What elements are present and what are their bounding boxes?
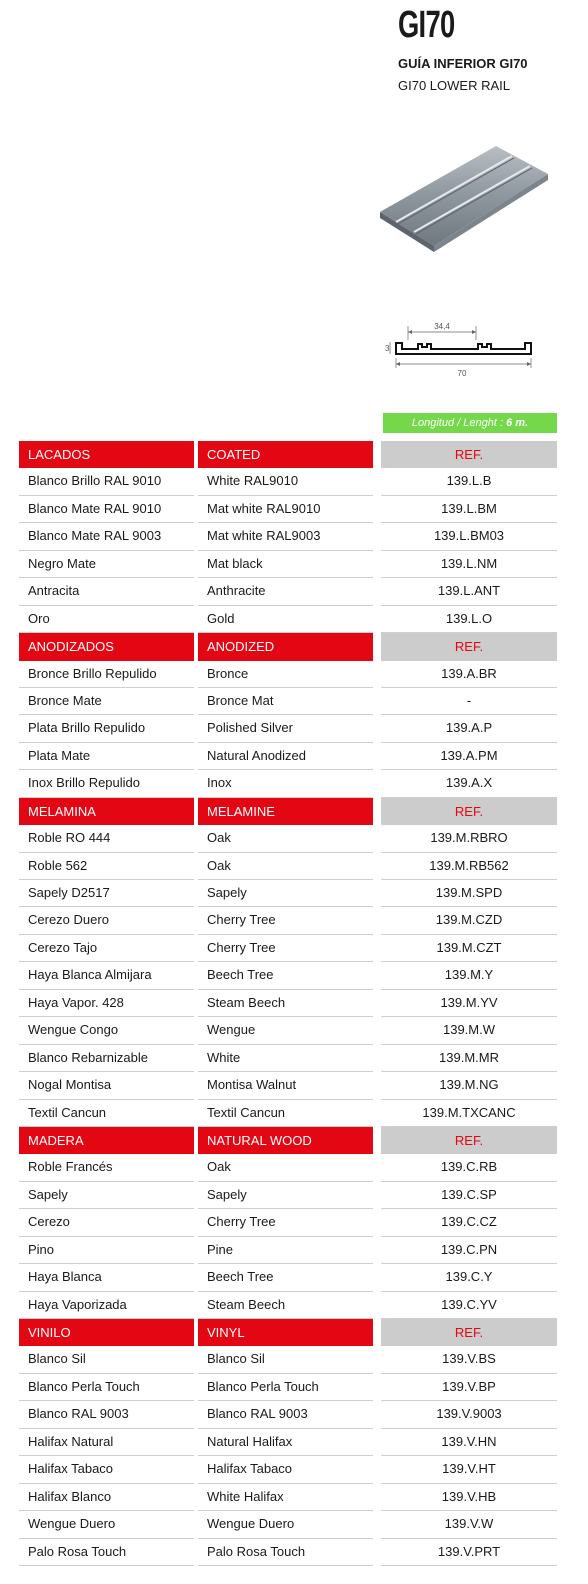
finish-name-en: Oak	[198, 853, 373, 880]
finish-name-es: Roble 562	[19, 853, 194, 880]
section-header	[19, 1127, 557, 1154]
finish-name-en: Blanco Perla Touch	[198, 1374, 373, 1401]
section-title-en: VINYL	[198, 1319, 373, 1346]
table-row	[19, 1017, 557, 1044]
ref-column-header: REF.	[381, 1127, 557, 1154]
finish-name-en: Beech Tree	[198, 962, 373, 989]
reference-code: 139.M.RBRO	[381, 825, 557, 852]
finish-name-es: Halifax Tabaco	[19, 1456, 194, 1483]
finish-name-en: Anthracite	[198, 578, 373, 605]
reference-code: 139.A.P	[381, 715, 557, 742]
finish-name-en: Natural Anodized	[198, 743, 373, 770]
table-row	[19, 496, 557, 523]
finish-name-es: Sapely D2517	[19, 880, 194, 907]
reference-code: 139.C.Y	[381, 1264, 557, 1291]
finish-name-en: Oak	[198, 1154, 373, 1181]
table-row	[19, 1182, 557, 1209]
finish-name-en: Blanco RAL 9003	[198, 1401, 373, 1428]
table-row	[19, 715, 557, 742]
reference-code: 139.V.HB	[381, 1484, 557, 1511]
section-header	[19, 1319, 557, 1346]
table-row	[19, 1209, 557, 1236]
finish-name-es: Nogal Montisa	[19, 1072, 194, 1099]
reference-code: 139.M.Y	[381, 962, 557, 989]
section-title-es: VINILO	[19, 1319, 194, 1346]
finish-name-es: Wengue Duero	[19, 1511, 194, 1538]
finish-name-es: Cerezo Duero	[19, 907, 194, 934]
section-title-en: ANODIZED	[198, 633, 373, 660]
finish-name-en: Steam Beech	[198, 990, 373, 1017]
table-row	[19, 1456, 557, 1483]
section-title-es: LACADOS	[19, 441, 194, 468]
finish-name-en: Textil Cancun	[198, 1100, 373, 1127]
finish-name-en: White RAL9010	[198, 468, 373, 495]
reference-code: 139.M.MR	[381, 1045, 557, 1072]
finish-name-en: Sapely	[198, 880, 373, 907]
section-title-en: COATED	[198, 441, 373, 468]
section-title-es: ANODIZADOS	[19, 633, 194, 660]
finish-name-en: Cherry Tree	[198, 935, 373, 962]
finish-name-es: Blanco RAL 9003	[19, 1401, 194, 1428]
reference-code: 139.V.W	[381, 1511, 557, 1538]
table-row	[19, 1539, 557, 1566]
section-header	[19, 441, 557, 468]
reference-code: 139.L.BM	[381, 496, 557, 523]
table-row	[19, 1429, 557, 1456]
finish-name-es: Plata Brillo Repulido	[19, 715, 194, 742]
finish-name-en: Montisa Walnut	[198, 1072, 373, 1099]
section-header	[19, 798, 557, 825]
table-row	[19, 606, 557, 633]
finish-name-en: Gold	[198, 606, 373, 633]
table-row	[19, 1154, 557, 1181]
table-row	[19, 688, 557, 715]
finish-name-en: Mat white RAL9010	[198, 496, 373, 523]
reference-code: 139.L.ANT	[381, 578, 557, 605]
reference-code: -	[381, 688, 557, 715]
table-row	[19, 468, 557, 495]
reference-code: 139.V.HT	[381, 1456, 557, 1483]
finish-name-es: Inox Brillo Repulido	[19, 770, 194, 797]
table-row	[19, 578, 557, 605]
reference-code: 139.M.RB562	[381, 853, 557, 880]
reference-code: 139.M.YV	[381, 990, 557, 1017]
ref-column-header: REF.	[381, 633, 557, 660]
reference-code: 139.C.CZ	[381, 1209, 557, 1236]
finish-name-en: Oak	[198, 825, 373, 852]
reference-code: 139.C.YV	[381, 1292, 557, 1319]
finish-name-en: White	[198, 1045, 373, 1072]
rail-profile-drawing	[385, 318, 548, 386]
reference-code: 139.L.O	[381, 606, 557, 633]
ref-column-header: REF.	[381, 798, 557, 825]
profile-dim-side: 3	[385, 344, 390, 353]
finish-name-es: Palo Rosa Touch	[19, 1539, 194, 1566]
table-row	[19, 1511, 557, 1538]
table-row	[19, 1374, 557, 1401]
finish-name-en: Sapely	[198, 1182, 373, 1209]
table-row	[19, 880, 557, 907]
reference-code: 139.V.BS	[381, 1346, 557, 1373]
length-value: 6 m.	[506, 417, 529, 429]
finish-name-en: Halifax Tabaco	[198, 1456, 373, 1483]
section-title-es: MELAMINA	[19, 798, 194, 825]
reference-code: 139.A.BR	[381, 661, 557, 688]
profile-dim-top: 34,4	[434, 322, 450, 331]
finish-name-es: Blanco Mate RAL 9003	[19, 523, 194, 550]
table-row	[19, 1045, 557, 1072]
section-title-en: NATURAL WOOD	[198, 1127, 373, 1154]
finish-name-es: Pino	[19, 1237, 194, 1264]
reference-table	[19, 441, 557, 1566]
finish-name-es: Cerezo Tajo	[19, 935, 194, 962]
reference-code: 139.A.PM	[381, 743, 557, 770]
product-title: GI70	[398, 4, 455, 46]
finish-name-en: Cherry Tree	[198, 1209, 373, 1236]
reference-code: 139.L.B	[381, 468, 557, 495]
finish-name-es: Blanco Brillo RAL 9010	[19, 468, 194, 495]
rail-product-image	[378, 140, 558, 270]
finish-name-es: Cerezo	[19, 1209, 194, 1236]
finish-name-es: Haya Blanca Almijara	[19, 962, 194, 989]
finish-name-es: Blanco Perla Touch	[19, 1374, 194, 1401]
length-label: Longitud / Lenght :	[411, 417, 504, 429]
reference-code: 139.A.X	[381, 770, 557, 797]
finish-name-es: Sapely	[19, 1182, 194, 1209]
finish-name-es: Bronce Brillo Repulido	[19, 661, 194, 688]
table-row	[19, 1072, 557, 1099]
reference-code: 139.L.BM03	[381, 523, 557, 550]
finish-name-es: Antracita	[19, 578, 194, 605]
reference-code: 139.C.RB	[381, 1154, 557, 1181]
profile-dim-bottom: 70	[457, 369, 467, 378]
finish-name-es: Halifax Blanco	[19, 1484, 194, 1511]
table-row	[19, 1264, 557, 1291]
finish-name-es: Haya Blanca	[19, 1264, 194, 1291]
section-title-en: MELAMINE	[198, 798, 373, 825]
reference-code: 139.L.NM	[381, 551, 557, 578]
reference-code: 139.M.CZT	[381, 935, 557, 962]
table-row	[19, 1100, 557, 1127]
section-header	[19, 633, 557, 660]
finish-name-en: Palo Rosa Touch	[198, 1539, 373, 1566]
finish-name-es: Haya Vaporizada	[19, 1292, 194, 1319]
finish-name-en: Blanco Sil	[198, 1346, 373, 1373]
reference-code: 139.M.CZD	[381, 907, 557, 934]
table-row	[19, 907, 557, 934]
finish-name-en: Mat black	[198, 551, 373, 578]
finish-name-es: Plata Mate	[19, 743, 194, 770]
finish-name-es: Oro	[19, 606, 194, 633]
finish-name-en: Cherry Tree	[198, 907, 373, 934]
finish-name-en: Pine	[198, 1237, 373, 1264]
reference-code: 139.M.SPD	[381, 880, 557, 907]
table-row	[19, 1292, 557, 1319]
finish-name-en: Natural Halifax	[198, 1429, 373, 1456]
table-row	[19, 853, 557, 880]
ref-column-header: REF.	[381, 441, 557, 468]
product-subtitle-english: GI70 LOWER RAIL	[398, 78, 510, 93]
reference-code: 139.V.PRT	[381, 1539, 557, 1566]
finish-name-es: Blanco Mate RAL 9010	[19, 496, 194, 523]
reference-code: 139.V.HN	[381, 1429, 557, 1456]
finish-name-en: White Halifax	[198, 1484, 373, 1511]
table-row	[19, 935, 557, 962]
finish-name-en: Inox	[198, 770, 373, 797]
table-row	[19, 661, 557, 688]
product-subtitle-spanish: GUÍA INFERIOR GI70	[398, 56, 528, 71]
table-row	[19, 743, 557, 770]
finish-name-en: Mat white RAL9003	[198, 523, 373, 550]
reference-code: 139.M.W	[381, 1017, 557, 1044]
finish-name-es: Haya Vapor. 428	[19, 990, 194, 1017]
table-row	[19, 551, 557, 578]
reference-code: 139.C.PN	[381, 1237, 557, 1264]
reference-code: 139.M.TXCANC	[381, 1100, 557, 1127]
finish-name-en: Beech Tree	[198, 1264, 373, 1291]
reference-code: 139.C.SP	[381, 1182, 557, 1209]
finish-name-en: Wengue	[198, 1017, 373, 1044]
table-row	[19, 523, 557, 550]
length-bar	[383, 413, 557, 433]
table-row	[19, 1237, 557, 1264]
finish-name-es: Negro Mate	[19, 551, 194, 578]
reference-code: 139.V.BP	[381, 1374, 557, 1401]
finish-name-en: Polished Silver	[198, 715, 373, 742]
section-title-es: MADERA	[19, 1127, 194, 1154]
finish-name-es: Textil Cancun	[19, 1100, 194, 1127]
table-row	[19, 770, 557, 797]
table-row	[19, 825, 557, 852]
finish-name-es: Roble Francés	[19, 1154, 194, 1181]
finish-name-es: Wengue Congo	[19, 1017, 194, 1044]
finish-name-es: Halifax Natural	[19, 1429, 194, 1456]
table-row	[19, 962, 557, 989]
finish-name-es: Bronce Mate	[19, 688, 194, 715]
finish-name-en: Wengue Duero	[198, 1511, 373, 1538]
table-row	[19, 1484, 557, 1511]
finish-name-es: Blanco Sil	[19, 1346, 194, 1373]
finish-name-es: Blanco Rebarnizable	[19, 1045, 194, 1072]
reference-code: 139.V.9003	[381, 1401, 557, 1428]
finish-name-en: Bronce	[198, 661, 373, 688]
table-row	[19, 1401, 557, 1428]
ref-column-header: REF.	[381, 1319, 557, 1346]
finish-name-es: Roble RO 444	[19, 825, 194, 852]
finish-name-en: Bronce Mat	[198, 688, 373, 715]
table-row	[19, 1346, 557, 1373]
table-row	[19, 990, 557, 1017]
reference-code: 139.M.NG	[381, 1072, 557, 1099]
finish-name-en: Steam Beech	[198, 1292, 373, 1319]
